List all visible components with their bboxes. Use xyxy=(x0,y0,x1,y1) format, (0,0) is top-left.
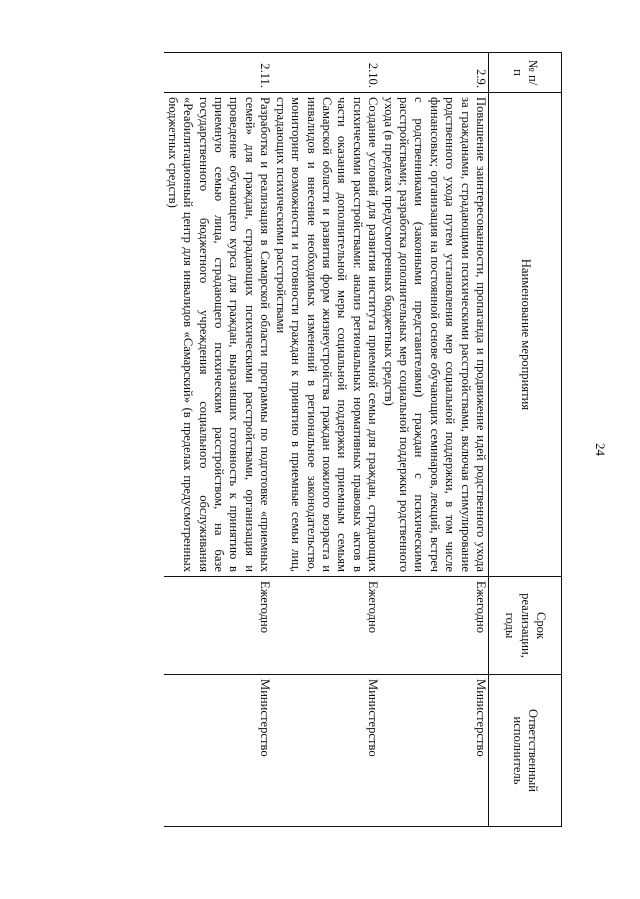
row-number: 2.9. xyxy=(380,53,488,93)
table-header-row xyxy=(489,53,562,827)
header-executor: Ответственный исполнитель xyxy=(489,675,562,827)
row-executor: Министерство xyxy=(272,675,380,827)
row-executor: Министерство xyxy=(164,675,272,827)
row-executor: Министерство xyxy=(380,675,488,827)
header-name: Наименование мероприятия xyxy=(489,93,562,577)
row-term: Ежегодно xyxy=(272,577,380,675)
header-term: Срок реализации, годы xyxy=(489,577,562,675)
row-name: Разработка и реализация в Самарской области программы по подготовке «приемных семей» для граждан, страдающих психическими расстройствами, организация и проведение обучающего курса для граждан, выразивших готовность к принятию в приемную семью лица, страдающего психическим расстройством, на базе государственного бюджетного учреждения социального обслуживания «Реабилитационный центр для инвалидов «Самарский» (в пределах предусмотренных бюджетных средств) xyxy=(164,93,272,577)
page-number: 24 xyxy=(593,443,608,456)
row-number: 2.11. xyxy=(164,53,272,93)
row-term: Ежегодно xyxy=(164,577,272,675)
header-number: № п/п xyxy=(489,53,562,93)
row-name: Повышение заинтересованности, пропаганда и продвижение идей родственного ухода за гражданами, страдающими психическими расстройствами, включая стимулирование родственного ухода путем установления мер социальной поддержки, в том числе финансовых; организация на постоянной основе обучающих семинаров, лекций, встреч с родственниками (законными представителями) граждан с психическими расстройствами; разработка дополнительных мер социальной поддержки родственного ухода (в пределах предусмотренных бюджетных средств) xyxy=(380,93,488,577)
row-name: Создание условий для развития института приемной семьи для граждан, страдающих психическими расстройствами: анализ региональных нормативных правовых актов в части оказания дополнительной меры социальной поддержки приемным семьям Самарской области и развития форм жизнеустройства граждан пожилого возраста и инвалидов и внесение необходимых изменений в региональное законодательство, мониторинг возможности и готовности граждан к принятию в приемные семьи лиц, страдающих психическими расстройствами xyxy=(272,93,380,577)
row-term: Ежегодно xyxy=(380,577,488,675)
row-number: 2.10. xyxy=(272,53,380,93)
table-row xyxy=(164,53,272,827)
table-row xyxy=(380,53,488,827)
measures-table xyxy=(164,52,562,827)
table-row xyxy=(272,53,380,827)
